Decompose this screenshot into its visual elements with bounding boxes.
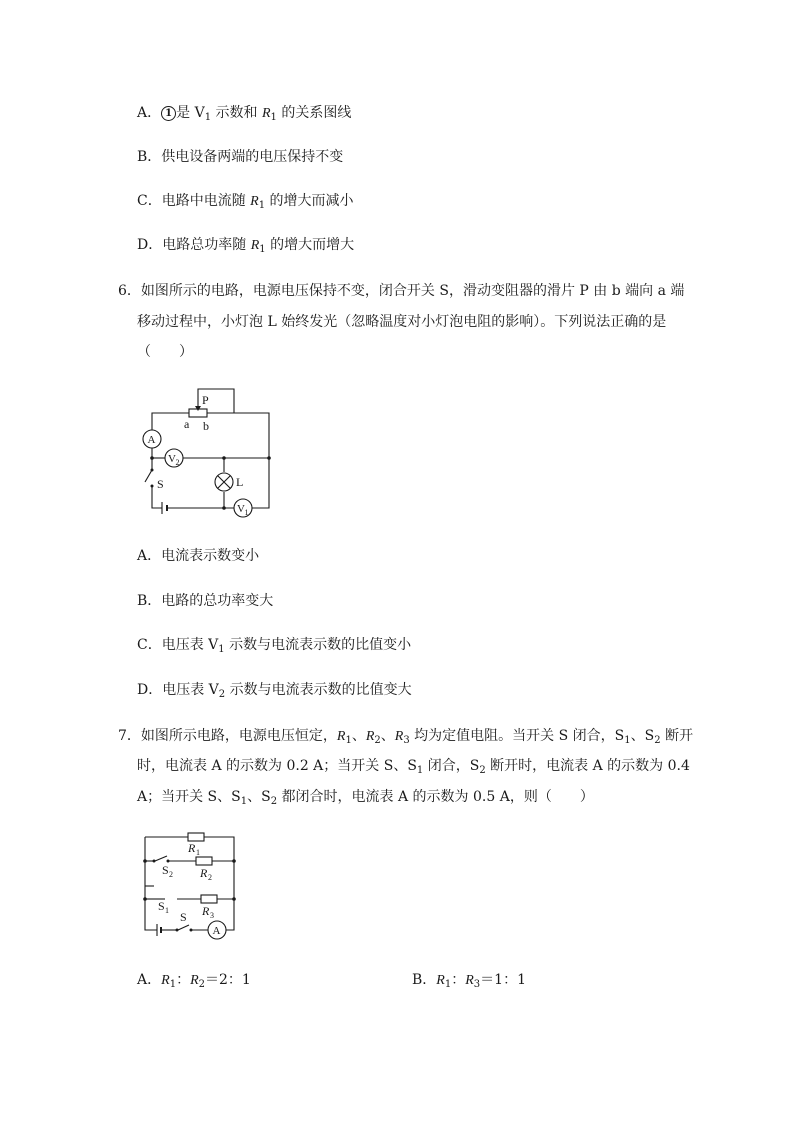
junction-dot [143, 859, 147, 863]
lamp-label: L [236, 475, 244, 489]
switch-s-blade [145, 470, 152, 482]
v2-label: V [168, 453, 176, 465]
junction-dot [232, 897, 236, 901]
switch-contact [176, 929, 179, 932]
q5-option-a: A． 1 是 $V_1$ 示数和 $R_1$ 的关系图线 [137, 105, 352, 123]
label-a: a [184, 417, 190, 431]
q7-circuit-diagram [140, 827, 250, 947]
q7-option-b: B．$R_1$：$R_3=1$：1 [412, 972, 526, 990]
resistor-r3 [201, 895, 217, 903]
v1-label: V [237, 503, 245, 515]
v1-label-sub: 1 [244, 508, 249, 517]
q6-circuit-diagram [135, 382, 280, 522]
q7-option-a: A．$R_1$：$R_2=2$：1 [137, 972, 251, 990]
q7-stem-line-1: 7．如图所示电路，电源电压恒定，$R_1$、$R_2$、$R_3$ 均为定值电阻。当开关 S 闭合，$S_1$、$S_2$ 断开 [118, 728, 694, 746]
junction-dot [267, 456, 271, 460]
switch-label: S [157, 477, 164, 491]
s1-label: S [158, 899, 165, 913]
q7-stem-line-3: A；当开关 S、$S_1$、$S_2$ 都闭合时，电流表 A 的示数为 0.5 A，则（ ） [137, 789, 594, 807]
q6-option-a: A．电流表示数变小 [137, 548, 260, 564]
r2-label-sub: 2 [208, 873, 212, 882]
circled-number: 1 [161, 106, 176, 121]
s-label: S [180, 910, 187, 924]
ammeter-label: A [212, 925, 221, 937]
wire-left [145, 837, 157, 930]
q6-option-b: B．电路的总功率变大 [137, 593, 274, 609]
junction-dot [150, 456, 154, 460]
q6-stem-line-2: 移动过程中，小灯泡 L 始终发光（忽略温度对小灯泡电阻的影响）。下列说法正确的是 [137, 314, 667, 330]
q7-stem-line-2: 时，电流表 A 的示数为 0.2 A；当开关 S、$S_1$ 闭合，$S_2$ 断开时，电流表 A 的示数为 0.4 [137, 758, 690, 776]
switch-contact [153, 860, 156, 863]
s2-label: S [162, 863, 169, 877]
v2-label-sub: 2 [175, 458, 180, 467]
q6-stem-line-3: （ ） [137, 344, 193, 360]
junction-dot [222, 506, 226, 510]
q6-stem-line-1: 6．如图所示的电路，电源电压保持不变，闭合开关 S，滑动变阻器的滑片 P 由 b 端向 a 端 [118, 283, 685, 299]
junction-dot [143, 897, 147, 901]
q5-option-d: D．电路总功率随 $R_1$ 的增大而增大 [137, 237, 355, 255]
label-p: P [202, 393, 209, 407]
switch-s2-blade [155, 856, 167, 861]
q5-option-b: B．供电设备两端的电压保持不变 [137, 149, 344, 165]
label-b: b [203, 419, 209, 433]
q6-option-c: C．电压表 $V_1$ 示数与电流表示数的比值变小 [137, 637, 412, 655]
switch-contact [151, 469, 154, 472]
q6-option-d: D．电压表 $V_2$ 示数与电流表示数的比值变大 [137, 682, 412, 700]
ammeter-label: A [147, 434, 156, 446]
s2-label-sub: 2 [169, 870, 173, 879]
switch-contact [190, 929, 193, 932]
r1-label-sub: 1 [196, 848, 200, 857]
resistor-r2 [196, 857, 212, 865]
junction-dot [232, 859, 236, 863]
q5-option-c: C．电路中电流随 $R_1$ 的增大而减小 [137, 193, 354, 211]
junction-dot [222, 456, 226, 460]
s1-label-sub: 1 [165, 906, 169, 915]
resistor-r1 [188, 833, 204, 841]
switch-contact [151, 485, 154, 488]
r2-label: R [200, 866, 208, 880]
r1-label: R [188, 841, 196, 855]
r3-label: R [202, 904, 210, 918]
r3-label-sub: 3 [210, 911, 214, 920]
switch-s-blade [178, 925, 189, 930]
